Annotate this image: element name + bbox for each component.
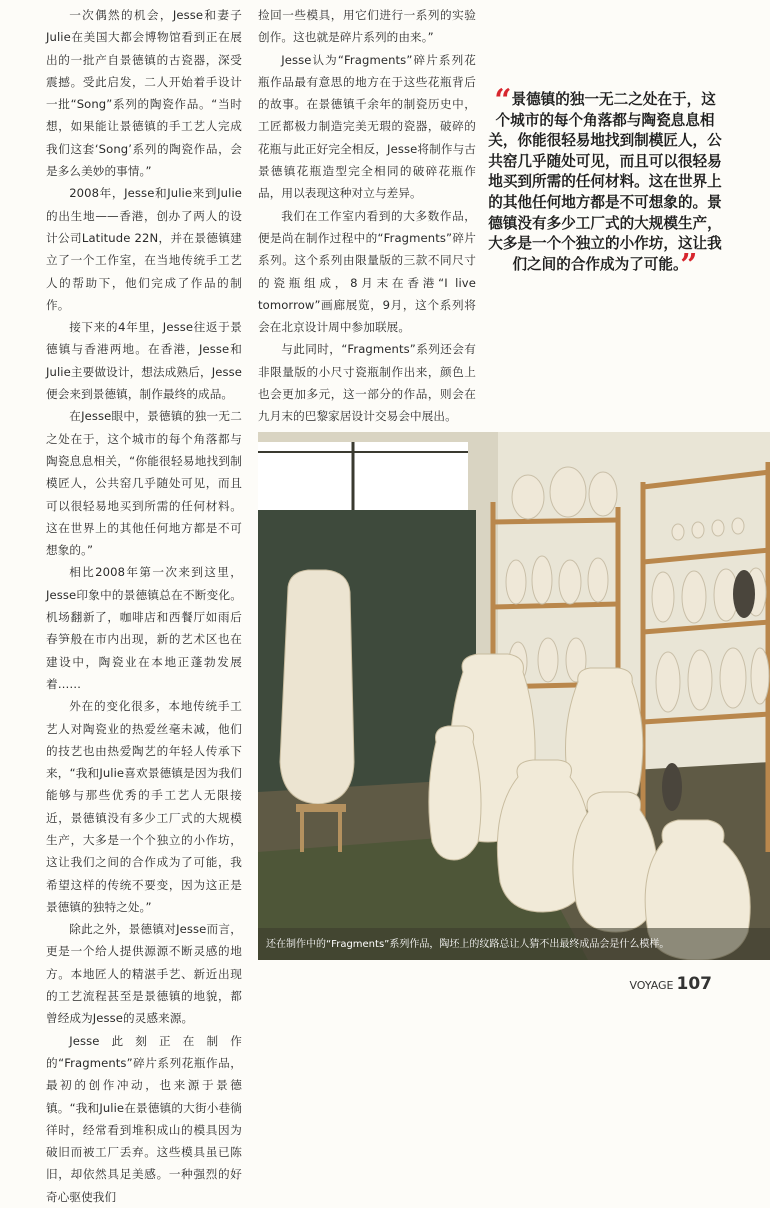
article-column-middle [258, 4, 476, 428]
paragraph: 在Jesse眼中，景德镇的独一无二之处在于，这个城市的每个角落都与陶瓷息息相关，“你能很轻易地找到制模匠人，公共窑几乎随处可见，而且可以很轻易地买到所需的任何材料。这在世界上的其他任何地方都是不可想象的。” [46, 409, 242, 558]
paragraph: 2008年，Jesse和Julie来到Julie的出生地——香港，创办了两人的设计公司Latitude 22N，并在景德镇建立了一个工作室，在当地传统手工艺人的帮助下，他们完成了作品的制作。 [46, 186, 242, 312]
paragraph: Jesse此刻正在制作的“Fragments”碎片系列花瓶作品，最初的创作冲动，也来源于景德镇。“我和Julie在景德镇的大街小巷徜徉时，经常看到堆积成山的模具因为破旧而被工厂丢弃。这些模具虽已陈旧，却依然具足美感。一种强烈的好奇心驱使我们 [46, 1033, 242, 1204]
paragraph: 外在的变化很多，本地传统手工艺人对陶瓷业的热爱丝毫未减，他们的技艺也由热爱陶艺的年轻人传承下来，“我和Julie喜欢景德镇是因为我们能够与那些优秀的手工艺人无限接近，景德镇没有多少工厂式的大规模生产，大多是一个个独立的小作坊，这让我们之间的合作成为了可能，我希望这样的传统不要变，因为这正是景德镇的独特之处。” [46, 699, 242, 914]
pull-quote-text: 景德镇的独一无二之处在于，这个城市的每个角落都与陶瓷息息相关，你能很轻易地找到制模匠人，公共窑几乎随处可见，而且可以很轻易地买到所需的任何材料。这在世界上的其他任何地方都是不可想象的。景德镇没有多少工厂式的大规模生产，大多是一个个独立的小作坊，这让我们之间的合作成为了可能。 [488, 91, 722, 273]
studio-photo-illustration [258, 432, 770, 960]
magazine-name: VOYAGE [629, 979, 674, 992]
paragraph: 与此同时，“Fragments”系列还会有非限量版的小尺寸瓷瓶制作出来，颜色上也会更加多元，这一部分的作品，则会在九月末的巴黎家居设计交易会中展出。 [258, 342, 476, 424]
paragraph-continued: 捡回一些模具，用它们进行一系列的实验创作。这也就是碎片系列的由来。” [258, 8, 476, 45]
paragraph: 一次偶然的机会，Jesse和妻子Julie在美国大都会博物馆看到正在展出的一批产自景德镇的古瓷器，深受震撼。受此启发，二人开始着手设计一批“Song”系列的陶瓷作品。“当时想，如果能让景德镇的手工艺人完成我们这套‘Song’系列的陶瓷作品，会是多么美妙的事情。” [46, 8, 242, 179]
page-footer [629, 974, 712, 994]
photo-caption: 还在制作中的“Fragments”系列作品，陶坯上的纹路总让人猜不出最终成品会是什么模样。 [266, 939, 670, 950]
close-quote-icon: ” [680, 247, 698, 283]
paragraph: 除此之外，景德镇对Jesse而言，更是一个给人提供源源不断灵感的地方。本地匠人的精湛手艺、新近出现的工艺流程甚至是景德镇的地貌，都曾经成为Jesse的灵感来源。 [46, 922, 242, 1026]
paragraph: 接下来的4年里，Jesse往返于景德镇与香港两地。在香港，Jesse和Julie主要做设计，想法成熟后，Jesse便会来到景德镇，制作最终的成品。 [46, 320, 242, 402]
open-quote-icon: “ [494, 83, 512, 118]
paragraph: Jesse认为“Fragments”碎片系列花瓶作品最有意思的地方在于这些花瓶背后的故事。在景德镇千余年的制瓷历史中，工匠都极力制造完美无瑕的瓷器，破碎的花瓶与此正好完全相反，Jesse将制作与古景德镇花瓶造型完全相同的破碎花瓶作品，用以表现这种对立与差异。 [258, 52, 476, 201]
pull-quote [488, 83, 722, 283]
article-column-left [46, 4, 242, 1208]
paragraph: 我们在工作室内看到的大多数作品，便是尚在制作过程中的“Fragments”碎片系列。这个系列由限量版的三款不同尺寸的瓷瓶组成，8月末在香港“I live tomorrow”画廊展览，9月，这个系列将会在北京设计周中参加联展。 [258, 208, 476, 335]
paragraph: 相比2008年第一次来到这里，Jesse印象中的景德镇总在不断变化。机场翻新了，咖啡店和西餐厅如雨后春笋般在市内出现，新的艺术区也在建设中，陶瓷业在本地正蓬勃发展着…… [46, 565, 242, 691]
studio-photo [258, 432, 770, 960]
page-number: 107 [676, 974, 712, 994]
